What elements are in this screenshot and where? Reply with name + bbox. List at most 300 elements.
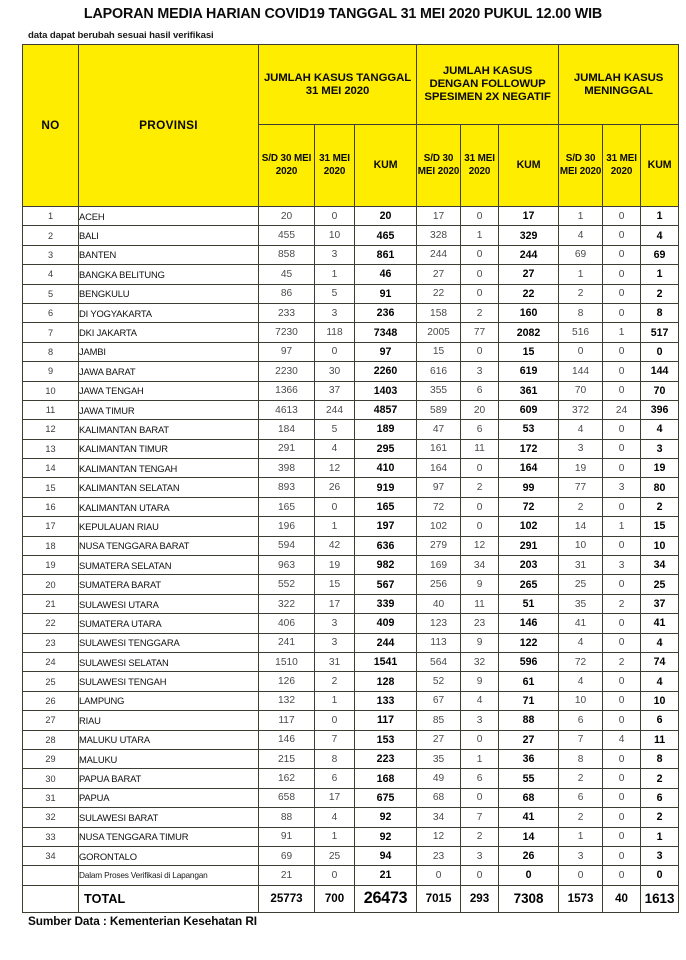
row-value-col1: 241 — [259, 633, 315, 652]
row-value-col2: 4 — [315, 439, 355, 458]
row-value-col3: 982 — [355, 556, 417, 575]
row-value-col8: 2 — [603, 594, 641, 613]
row-value-col7: 19 — [559, 459, 603, 478]
row-province-name: ACEH — [79, 207, 259, 226]
row-province-name: DI YOGYAKARTA — [79, 303, 259, 322]
total-value-col3: 26473 — [355, 885, 417, 912]
row-value-col6: 102 — [499, 517, 559, 536]
row-value-col3: 223 — [355, 749, 417, 768]
row-value-col9: 4 — [641, 672, 679, 691]
table-row — [23, 459, 679, 478]
row-value-col1: 963 — [259, 556, 315, 575]
row-province-name: JAWA BARAT — [79, 362, 259, 381]
row-value-col5: 0 — [461, 497, 499, 516]
row-number: 21 — [23, 594, 79, 613]
row-value-col3: 465 — [355, 226, 417, 245]
row-value-col9: 41 — [641, 614, 679, 633]
row-value-col9: 3 — [641, 439, 679, 458]
row-value-col6: 2082 — [499, 323, 559, 342]
table-row — [23, 633, 679, 652]
row-value-col9: 25 — [641, 575, 679, 594]
row-value-col7: 0 — [559, 342, 603, 361]
row-value-col7: 3 — [559, 846, 603, 865]
row-number: 15 — [23, 478, 79, 497]
row-province-name: PAPUA — [79, 788, 259, 807]
row-value-col6: 609 — [499, 400, 559, 419]
row-value-col7: 4 — [559, 633, 603, 652]
row-province-name: NUSA TENGGARA BARAT — [79, 536, 259, 555]
row-value-col4: 564 — [417, 652, 461, 671]
row-number: 7 — [23, 323, 79, 342]
page-subtitle: data dapat berubah sesuai hasil verifikasi — [28, 30, 214, 41]
row-value-col9: 0 — [641, 342, 679, 361]
row-value-col1: 88 — [259, 808, 315, 827]
row-value-col5: 0 — [461, 245, 499, 264]
row-value-col5: 0 — [461, 866, 499, 885]
row-province-name: MALUKU UTARA — [79, 730, 259, 749]
row-value-col3: 94 — [355, 846, 417, 865]
table-row — [23, 846, 679, 865]
row-value-col1: 4613 — [259, 400, 315, 419]
row-value-col1: 162 — [259, 769, 315, 788]
row-number: 22 — [23, 614, 79, 633]
row-value-col4: 27 — [417, 730, 461, 749]
row-value-col9: 74 — [641, 652, 679, 671]
row-value-col3: 20 — [355, 207, 417, 226]
total-value-col6: 7308 — [499, 885, 559, 912]
row-value-col3: 197 — [355, 517, 417, 536]
row-value-col7: 6 — [559, 711, 603, 730]
table-row — [23, 652, 679, 671]
row-number: 24 — [23, 652, 79, 671]
row-value-col6: 291 — [499, 536, 559, 555]
row-number: 33 — [23, 827, 79, 846]
row-value-col1: 91 — [259, 827, 315, 846]
row-province-name: BENGKULU — [79, 284, 259, 303]
row-value-col1: 233 — [259, 303, 315, 322]
table-row — [23, 342, 679, 361]
row-value-col3: 153 — [355, 730, 417, 749]
row-number: 8 — [23, 342, 79, 361]
table-row — [23, 265, 679, 284]
row-value-col9: 19 — [641, 459, 679, 478]
row-value-col7: 25 — [559, 575, 603, 594]
row-value-col8: 0 — [603, 284, 641, 303]
table-row — [23, 400, 679, 419]
row-value-col4: 68 — [417, 788, 461, 807]
source-note: Sumber Data : Kementerian Kesehatan RI — [28, 914, 257, 928]
total-value-col1: 25773 — [259, 885, 315, 912]
row-value-col5: 2 — [461, 827, 499, 846]
row-value-col5: 0 — [461, 342, 499, 361]
row-value-col5: 3 — [461, 362, 499, 381]
column-header-provinsi: PROVINSI — [79, 45, 259, 207]
covid-report-table — [22, 44, 679, 913]
row-value-col6: 88 — [499, 711, 559, 730]
row-value-col4: 85 — [417, 711, 461, 730]
row-value-col2: 5 — [315, 420, 355, 439]
row-value-col7: 516 — [559, 323, 603, 342]
row-province-name: SULAWESI UTARA — [79, 594, 259, 613]
row-value-col6: 596 — [499, 652, 559, 671]
row-value-col8: 0 — [603, 614, 641, 633]
row-value-col7: 0 — [559, 866, 603, 885]
row-value-col9: 396 — [641, 400, 679, 419]
row-province-name: BANTEN — [79, 245, 259, 264]
row-province-name: SUMATERA BARAT — [79, 575, 259, 594]
row-value-col6: 26 — [499, 846, 559, 865]
row-value-col3: 675 — [355, 788, 417, 807]
row-value-col2: 37 — [315, 381, 355, 400]
table-row — [23, 303, 679, 322]
row-value-col6: 51 — [499, 594, 559, 613]
row-value-col1: 20 — [259, 207, 315, 226]
row-value-col9: 2 — [641, 497, 679, 516]
row-value-col8: 0 — [603, 265, 641, 284]
row-value-col2: 3 — [315, 614, 355, 633]
table-row — [23, 439, 679, 458]
row-value-col6: 99 — [499, 478, 559, 497]
row-value-col7: 8 — [559, 749, 603, 768]
row-value-col2: 0 — [315, 711, 355, 730]
row-value-col2: 15 — [315, 575, 355, 594]
row-value-col8: 0 — [603, 769, 641, 788]
table-row — [23, 517, 679, 536]
group-header-followup-negatif — [417, 45, 559, 125]
row-value-col2: 10 — [315, 226, 355, 245]
row-value-col9: 2 — [641, 769, 679, 788]
total-row-label: TOTAL — [79, 885, 259, 912]
row-value-col2: 0 — [315, 866, 355, 885]
row-province-name: LAMPUNG — [79, 691, 259, 710]
row-province-name: JAMBI — [79, 342, 259, 361]
row-value-col4: 35 — [417, 749, 461, 768]
row-value-col2: 1 — [315, 265, 355, 284]
group-header-meninggal: JUMLAH KASUS MENINGGAL — [559, 45, 679, 125]
row-province-name: DKI JAKARTA — [79, 323, 259, 342]
row-value-col8: 0 — [603, 633, 641, 652]
row-value-col1: 1366 — [259, 381, 315, 400]
subheader-meninggal-31mei: 31 MEI 2020 — [603, 125, 641, 207]
row-value-col6: 61 — [499, 672, 559, 691]
subheader-kasus-kum: KUM — [355, 125, 417, 207]
row-value-col2: 25 — [315, 846, 355, 865]
row-value-col8: 0 — [603, 808, 641, 827]
row-value-col2: 3 — [315, 303, 355, 322]
row-value-col5: 77 — [461, 323, 499, 342]
row-value-col2: 244 — [315, 400, 355, 419]
row-value-col4: 72 — [417, 497, 461, 516]
row-value-col1: 1510 — [259, 652, 315, 671]
row-number: 4 — [23, 265, 79, 284]
row-value-col3: 97 — [355, 342, 417, 361]
row-province-name: MALUKU — [79, 749, 259, 768]
row-value-col7: 4 — [559, 226, 603, 245]
row-value-col9: 37 — [641, 594, 679, 613]
row-value-col8: 0 — [603, 749, 641, 768]
row-value-col7: 6 — [559, 788, 603, 807]
row-value-col2: 31 — [315, 652, 355, 671]
row-value-col8: 0 — [603, 362, 641, 381]
row-value-col1: 97 — [259, 342, 315, 361]
row-value-col6: 619 — [499, 362, 559, 381]
group-header-followup-negatif-text: JUMLAH KASUS DENGAN FOLLOWUP SPESIMEN 2X NEGATIF — [424, 64, 551, 104]
row-number: 20 — [23, 575, 79, 594]
row-value-col9: 6 — [641, 711, 679, 730]
row-value-col5: 0 — [461, 730, 499, 749]
row-number: 6 — [23, 303, 79, 322]
row-value-col1: 594 — [259, 536, 315, 555]
table-row — [23, 497, 679, 516]
row-value-col8: 0 — [603, 497, 641, 516]
row-value-col2: 0 — [315, 342, 355, 361]
row-value-col4: 23 — [417, 846, 461, 865]
row-province-name: KALIMANTAN UTARA — [79, 497, 259, 516]
row-number: 11 — [23, 400, 79, 419]
row-value-col4: 589 — [417, 400, 461, 419]
row-value-col9: 1 — [641, 207, 679, 226]
row-value-col6: 15 — [499, 342, 559, 361]
total-value-col5: 293 — [461, 885, 499, 912]
row-value-col6: 71 — [499, 691, 559, 710]
row-province-name: BALI — [79, 226, 259, 245]
row-province-name: SULAWESI TENGAH — [79, 672, 259, 691]
row-value-col9: 10 — [641, 691, 679, 710]
row-value-col1: 21 — [259, 866, 315, 885]
row-value-col1: 858 — [259, 245, 315, 264]
row-value-col9: 11 — [641, 730, 679, 749]
row-value-col6: 41 — [499, 808, 559, 827]
row-province-name: JAWA TENGAH — [79, 381, 259, 400]
row-number: 5 — [23, 284, 79, 303]
row-value-col2: 17 — [315, 788, 355, 807]
row-value-col7: 2 — [559, 284, 603, 303]
total-value-col7: 1573 — [559, 885, 603, 912]
row-value-col2: 6 — [315, 769, 355, 788]
row-value-col3: 128 — [355, 672, 417, 691]
row-value-col5: 6 — [461, 420, 499, 439]
row-value-col1: 7230 — [259, 323, 315, 342]
row-value-col5: 6 — [461, 769, 499, 788]
row-value-col3: 244 — [355, 633, 417, 652]
row-value-col2: 7 — [315, 730, 355, 749]
row-value-col1: 196 — [259, 517, 315, 536]
row-value-col6: 55 — [499, 769, 559, 788]
row-province-name: GORONTALO — [79, 846, 259, 865]
row-value-col1: 184 — [259, 420, 315, 439]
table-row — [23, 226, 679, 245]
subheader-meninggal-sd30mei: S/D 30 MEI 2020 — [559, 125, 603, 207]
row-value-col7: 10 — [559, 536, 603, 555]
row-value-col9: 3 — [641, 846, 679, 865]
total-value-col8: 40 — [603, 885, 641, 912]
row-value-col8: 0 — [603, 691, 641, 710]
row-value-col6: 53 — [499, 420, 559, 439]
row-value-col5: 3 — [461, 846, 499, 865]
row-value-col2: 42 — [315, 536, 355, 555]
row-value-col4: 17 — [417, 207, 461, 226]
row-value-col3: 1403 — [355, 381, 417, 400]
row-value-col6: 122 — [499, 633, 559, 652]
row-number: 14 — [23, 459, 79, 478]
row-value-col9: 8 — [641, 749, 679, 768]
row-value-col8: 0 — [603, 303, 641, 322]
row-value-col8: 0 — [603, 381, 641, 400]
row-value-col7: 77 — [559, 478, 603, 497]
row-value-col7: 69 — [559, 245, 603, 264]
row-value-col8: 0 — [603, 207, 641, 226]
row-value-col3: 636 — [355, 536, 417, 555]
row-value-col8: 24 — [603, 400, 641, 419]
row-value-col5: 3 — [461, 711, 499, 730]
row-number: 26 — [23, 691, 79, 710]
row-value-col4: 113 — [417, 633, 461, 652]
row-number: 31 — [23, 788, 79, 807]
row-value-col8: 0 — [603, 788, 641, 807]
row-value-col3: 919 — [355, 478, 417, 497]
row-number: 25 — [23, 672, 79, 691]
row-value-col3: 410 — [355, 459, 417, 478]
row-province-name: KALIMANTAN TIMUR — [79, 439, 259, 458]
row-value-col3: 409 — [355, 614, 417, 633]
row-province-name: KALIMANTAN SELATAN — [79, 478, 259, 497]
row-value-col4: 244 — [417, 245, 461, 264]
row-province-name: KEPULAUAN RIAU — [79, 517, 259, 536]
row-value-col8: 0 — [603, 226, 641, 245]
total-value-col2: 700 — [315, 885, 355, 912]
row-value-col6: 160 — [499, 303, 559, 322]
column-header-no: NO — [23, 45, 79, 207]
total-value-col4: 7015 — [417, 885, 461, 912]
row-value-col3: 567 — [355, 575, 417, 594]
row-value-col2: 4 — [315, 808, 355, 827]
table-row — [23, 536, 679, 555]
row-number: 1 — [23, 207, 79, 226]
row-value-col3: 4857 — [355, 400, 417, 419]
row-value-col5: 9 — [461, 575, 499, 594]
row-value-col9: 4 — [641, 420, 679, 439]
row-value-col5: 1 — [461, 749, 499, 768]
row-value-col5: 11 — [461, 439, 499, 458]
row-value-col8: 0 — [603, 672, 641, 691]
row-value-col9: 517 — [641, 323, 679, 342]
row-value-col5: 7 — [461, 808, 499, 827]
row-value-col2: 0 — [315, 497, 355, 516]
row-value-col4: 169 — [417, 556, 461, 575]
row-value-col4: 40 — [417, 594, 461, 613]
row-value-col3: 168 — [355, 769, 417, 788]
row-value-col2: 2 — [315, 672, 355, 691]
row-value-col3: 7348 — [355, 323, 417, 342]
row-value-col1: 126 — [259, 672, 315, 691]
row-value-col2: 118 — [315, 323, 355, 342]
row-value-col5: 0 — [461, 265, 499, 284]
row-province-name: KALIMANTAN TENGAH — [79, 459, 259, 478]
row-value-col3: 133 — [355, 691, 417, 710]
row-value-col5: 32 — [461, 652, 499, 671]
row-value-col1: 146 — [259, 730, 315, 749]
row-value-col9: 2 — [641, 284, 679, 303]
row-value-col7: 35 — [559, 594, 603, 613]
row-value-col6: 203 — [499, 556, 559, 575]
row-number: 16 — [23, 497, 79, 516]
row-number — [23, 866, 79, 885]
row-value-col4: 12 — [417, 827, 461, 846]
row-value-col4: 616 — [417, 362, 461, 381]
row-value-col4: 52 — [417, 672, 461, 691]
row-province-name: SULAWESI BARAT — [79, 808, 259, 827]
row-value-col8: 0 — [603, 459, 641, 478]
row-province-name: NUSA TENGGARA TIMUR — [79, 827, 259, 846]
row-value-col7: 14 — [559, 517, 603, 536]
row-value-col2: 1 — [315, 827, 355, 846]
row-value-col8: 0 — [603, 575, 641, 594]
row-value-col9: 8 — [641, 303, 679, 322]
row-value-col4: 161 — [417, 439, 461, 458]
row-value-col3: 2260 — [355, 362, 417, 381]
row-value-col4: 328 — [417, 226, 461, 245]
row-value-col7: 4 — [559, 420, 603, 439]
table-row — [23, 769, 679, 788]
row-value-col6: 17 — [499, 207, 559, 226]
row-value-col9: 69 — [641, 245, 679, 264]
subheader-meninggal-kum: KUM — [641, 125, 679, 207]
row-value-col5: 0 — [461, 517, 499, 536]
row-value-col7: 1 — [559, 265, 603, 284]
row-value-col6: 27 — [499, 730, 559, 749]
row-number: 34 — [23, 846, 79, 865]
row-value-col4: 355 — [417, 381, 461, 400]
row-value-col4: 47 — [417, 420, 461, 439]
row-value-col6: 0 — [499, 866, 559, 885]
row-value-col1: 45 — [259, 265, 315, 284]
row-number: 19 — [23, 556, 79, 575]
row-value-col2: 12 — [315, 459, 355, 478]
row-value-col1: 658 — [259, 788, 315, 807]
row-value-col1: 165 — [259, 497, 315, 516]
row-value-col2: 17 — [315, 594, 355, 613]
row-value-col9: 80 — [641, 478, 679, 497]
subheader-followup-31mei: 31 MEI 2020 — [461, 125, 499, 207]
row-value-col7: 31 — [559, 556, 603, 575]
row-value-col4: 97 — [417, 478, 461, 497]
row-value-col2: 3 — [315, 245, 355, 264]
row-value-col7: 72 — [559, 652, 603, 671]
row-value-col3: 295 — [355, 439, 417, 458]
row-value-col3: 46 — [355, 265, 417, 284]
row-value-col6: 27 — [499, 265, 559, 284]
row-value-col2: 26 — [315, 478, 355, 497]
row-value-col2: 0 — [315, 207, 355, 226]
row-value-col5: 9 — [461, 672, 499, 691]
row-province-name: BANGKA BELITUNG — [79, 265, 259, 284]
row-value-col1: 322 — [259, 594, 315, 613]
row-value-col7: 144 — [559, 362, 603, 381]
row-value-col1: 455 — [259, 226, 315, 245]
row-value-col9: 4 — [641, 633, 679, 652]
row-province-name: RIAU — [79, 711, 259, 730]
row-value-col5: 6 — [461, 381, 499, 400]
table-row — [23, 478, 679, 497]
row-number: 17 — [23, 517, 79, 536]
row-province-name: Dalam Proses Verifikasi di Lapangan — [79, 866, 259, 885]
row-value-col6: 36 — [499, 749, 559, 768]
row-value-col3: 92 — [355, 827, 417, 846]
row-value-col9: 1 — [641, 265, 679, 284]
row-number: 23 — [23, 633, 79, 652]
row-value-col5: 9 — [461, 633, 499, 652]
row-value-col7: 2 — [559, 769, 603, 788]
